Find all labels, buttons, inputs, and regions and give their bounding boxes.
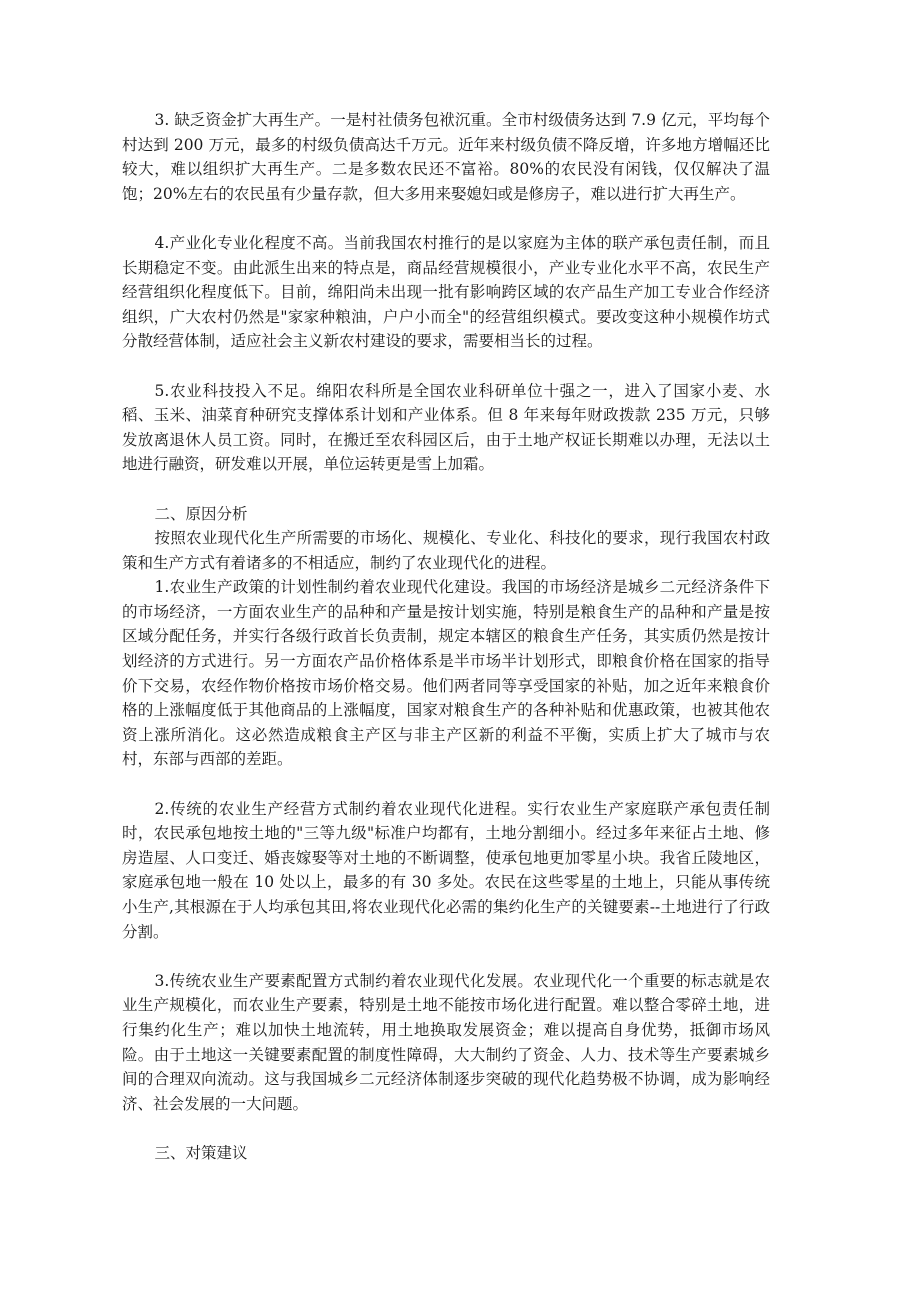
paragraph-factor-allocation: 3.传统农业生产要素配置方式制约着农业现代化发展。农业现代化一个重要的标志就是农业生产规模化，而农业生产要素，特别是土地不能按市场化进行配置。难以整合零碎土地，进行集约化生产；难以加快土地流转，用土地换取发展资金；难以提高自身优势，抵御市场风险。由于土地这一关键要素配置的制度性障碍，大大制约了资金、人力、技术等生产要素城乡间的合理双向流动。这与我国城乡二元经济体制逐步突破的现代化趋势极不协调，成为影响经济、社会发展的一大问题。 (122, 971, 770, 1113)
paragraph-traditional-operation: 2.传统的农业生产经营方式制约着农业现代化进程。实行农业生产家庭联产承包责任制时，农民承包地按土地的"三等九级"标准户均都有，土地分割细小。经过多年来征占土地、修房造屋、人口变迁、婚丧嫁娶等对土地的不断调整，使承包地更加零星小块。我省丘陵地区，家庭承包地一般在 10 处以上，最多的有 30 多处。农民在这些零星的土地上，只能从事传统小生产,其根源在于人均承包其田,将农业现代化必需的集约化生产的关键要素--土地进行了行政分割。 (122, 799, 770, 941)
paragraph-policy-planning: 1.农业生产政策的计划性制约着农业现代化建设。我国的市场经济是城乡二元经济条件下的市场经济，一方面农业生产的品种和产量是按计划实施，特别是粮食生产的品种和产量是按区域分配任务，并实行各级行政首长负责制，规定本辖区的粮食生产任务，其实质仍然是按计划经济的方式进行。另一方面农产品价格体系是半市场半计划形式，即粮食价格在国家的指导价下交易，农经作物价格按市场价格交易。他们两者同等享受国家的补贴，加之近年来粮食价格的上涨幅度低于其他商品的上涨幅度，国家对粮食生产的各种补贴和优惠政策，也被其他农资上涨所消化。这必然造成粮食主产区与非主产区新的利益不平衡，实质上扩大了城市与农村，东部与西部的差距。 (122, 578, 770, 769)
section-heading-countermeasures: 三、对策建议 (154, 1143, 248, 1162)
paragraph-gap (122, 944, 770, 969)
paragraph-agri-tech: 5.农业科技投入不足。绵阳农科所是全国农业科研单位十强之一，进入了国家小麦、水稻、玉米、油菜育种研究支撑体系计划和产业体系。但 8 年来每年财政拨款 235 万元，只够发放离退休人员工资。同时，在搬迁至农科园区后，由于土地产权证长期难以办理，无法以土地进行融资，研发难以开展，单位运转更是雪上加霜。 (122, 381, 770, 474)
paragraph-gap (122, 772, 770, 797)
section-heading-cause-analysis: 二、原因分析 (154, 504, 248, 523)
paragraph-gap (122, 1116, 770, 1141)
paragraph-gap (122, 354, 770, 379)
paragraph-cause-intro: 按照农业现代化生产所需要的市场化、规模化、专业化、科技化的要求，现行我国农村政策和生产方式有着诸多的不相适应，制约了农业现代化的进程。 (122, 529, 770, 572)
paragraph-gap (122, 206, 770, 231)
paragraph-capital-shortage: 3. 缺乏资金扩大再生产。一是村社债务包袱沉重。全市村级债务达到 7.9 亿元，平均每个村达到 200 万元，最多的村级负债高达千万元。近年来村级负债不降反增，许多地方增幅还比较大，难以组织扩大再生产。二是多数农民还不富裕。80%的农民没有闲钱，仅仅解决了温饱；20%左右的农民虽有少量存款，但大多用来娶媳妇或是修房子，难以进行扩大再生产。 (122, 111, 770, 203)
paragraph-industrialization: 4.产业化专业化程度不高。当前我国农村推行的是以家庭为主体的联产承包责任制，而且长期稳定不变。由此派生出来的特点是，商品经营规模很小，产业专业化水平不高，农民生产经营组织化程度低下。目前，绵阳尚未出现一批有影响跨区域的农产品生产加工专业合作经济组织，广大农村仍然是"家家种粮油，户户小而全"的经营组织模式。要改变这种小规模作坊式分散经营体制，适应社会主义新农村建设的要求，需要相当长的过程。 (122, 233, 770, 351)
paragraph-gap (122, 477, 770, 502)
